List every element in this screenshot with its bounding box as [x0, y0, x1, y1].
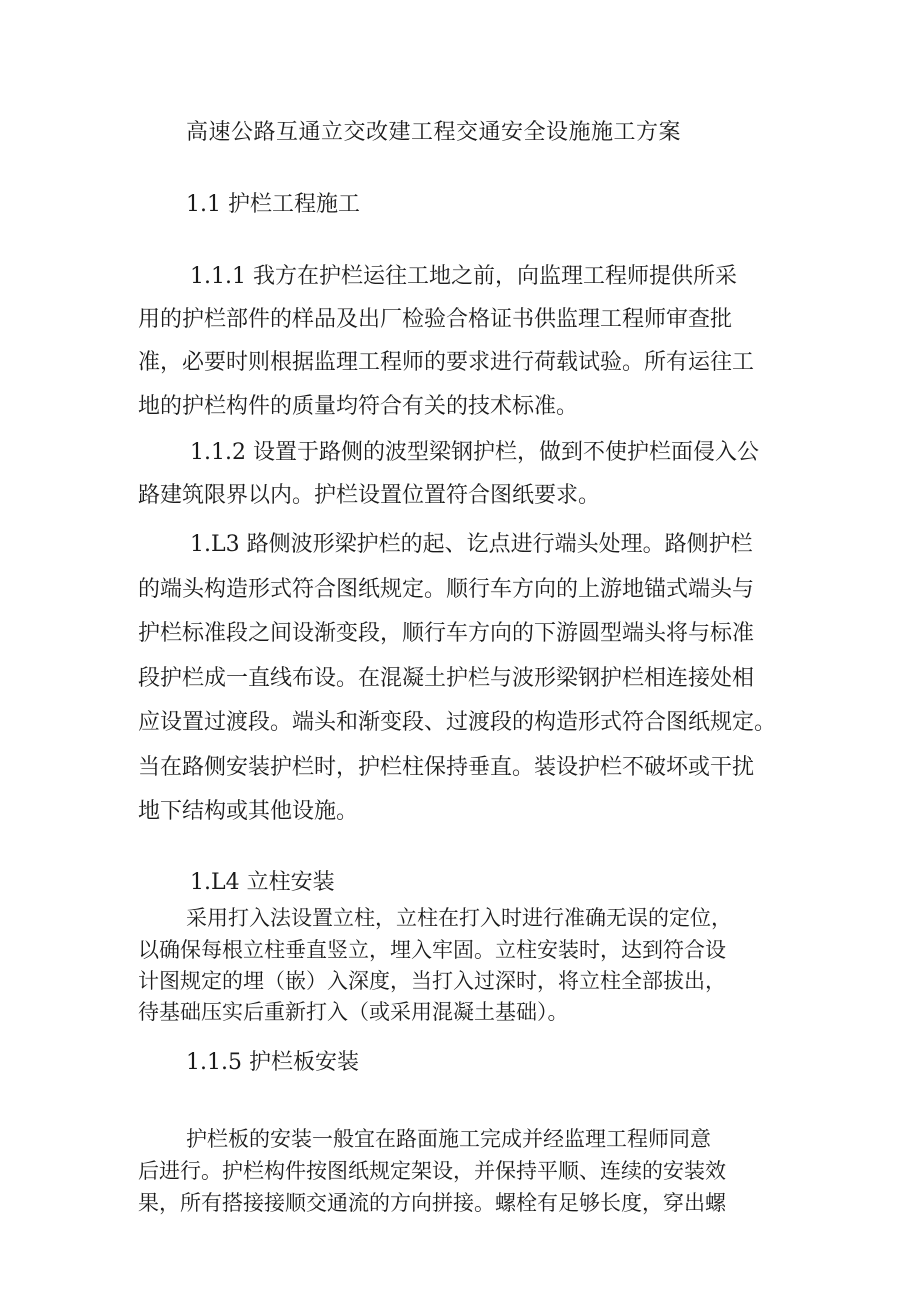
paragraph-line: 用的护栏部件的样品及出厂检验合格证书供监理工程师审查批: [138, 307, 733, 332]
paragraph-line: 的端头构造形式符合图纸规定。顺行车方向的上游地锚式端头与: [138, 577, 755, 602]
paragraph-line: 地的护栏构件的质量均符合有关的技术标准。: [138, 394, 579, 419]
paragraph-line: 准，必要时则根据监理工程师的要求进行荷载试验。所有运往工: [138, 350, 755, 375]
paragraph-line: 护栏标准段之间设渐变段，顺行车方向的下游圆型端头将与标准: [138, 621, 755, 646]
paragraph-line: 以确保每根立柱垂直竖立，埋入牢固。立柱安装时，达到符合设: [138, 938, 726, 962]
paragraph-line: 当在路侧安装护栏时，护栏柱保持垂直。装设护栏不破坏或干扰: [138, 755, 755, 780]
paragraph-line: 1.L3 路侧波形梁护栏的起、讫点进行端头处理。路侧护栏: [190, 532, 753, 557]
section-heading-1-1-4: 1.L4 立柱安装: [190, 870, 335, 895]
section-heading-1-1-5: 1.1.5 护栏板安装: [186, 1050, 359, 1075]
paragraph-line: 果，所有搭接接顺交通流的方向拼接。螺栓有足够长度，穿出螺: [138, 1191, 726, 1215]
paragraph-line: 地下结构或其他设施。: [138, 799, 359, 824]
paragraph-line: 计图规定的埋（嵌）入深度，当打入过深时，将立柱全部拔出，: [138, 969, 726, 993]
paragraph-line: 1.1.1 我方在护栏运往工地之前，向监理工程师提供所采: [190, 264, 737, 289]
paragraph-line: 后进行。护栏构件按图纸规定架设，并保持平顺、连续的安装效: [138, 1159, 726, 1183]
section-heading-1-1: 1.1 护栏工程施工: [186, 192, 360, 217]
paragraph-line: 待基础压实后重新打入（或采用混凝土基础）。: [138, 1000, 569, 1024]
paragraph-line: 应设置过渡段。端头和渐变段、过渡段的构造形式符合图纸规定。: [138, 710, 777, 735]
document-title: 高速公路互通立交改建工程交通安全设施施工方案: [186, 120, 682, 145]
paragraph-line: 1.1.2 设置于路侧的波型梁钢护栏，做到不使护栏面侵入公: [190, 440, 759, 465]
paragraph-line: 采用打入法设置立柱，立柱在打入时进行准确无误的定位，: [186, 906, 732, 930]
paragraph-line: 路建筑限界以内。护栏设置位置符合图纸要求。: [138, 483, 601, 508]
paragraph-line: 段护栏成一直线布设。在混凝土护栏与波形梁钢护栏相连接处相: [138, 666, 755, 691]
paragraph-line: 护栏板的安装一般宜在路面施工完成并经监理工程师同意: [186, 1127, 711, 1151]
